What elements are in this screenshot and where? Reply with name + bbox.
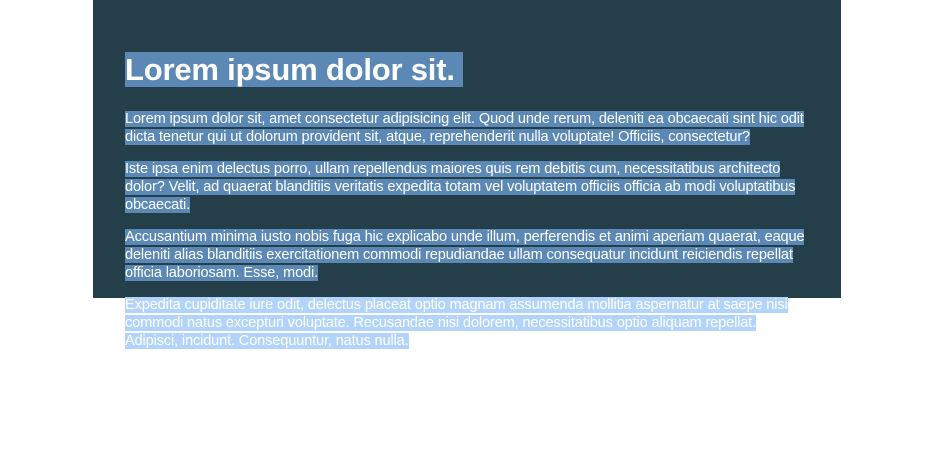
article-content — [125, 52, 810, 364]
paragraph-2-text: Iste ipsa enim delectus porro, ullam repellendus maiores quis rem debitis cum, necessitatibus architecto dolor? Velit, ad quaerat blanditiis veritatis expedita totam vel voluptatem officiis officia ab modi voluptatibus obcaecati. — [125, 161, 796, 213]
paragraph-1-text: Lorem ipsum dolor sit, amet consectetur adipisicing elit. Quod unde rerum, deleniti ea obcaecati sint hic odit dicta tenetur qui ut dolorum provident sit, atque, reprehenderit nulla voluptate! Officiis, consectetur? — [125, 111, 804, 145]
paragraph-1 — [125, 110, 810, 146]
paragraph-3 — [125, 228, 810, 282]
paragraph-2 — [125, 160, 810, 214]
page-title — [125, 52, 810, 88]
paragraph-4 — [125, 296, 810, 350]
paragraph-3-text: Accusantium minima iusto nobis fuga hic explicabo unde illum, perferendis et animi aperiam quaerat, eaque deleniti alias blanditiis exercitationem commodi repudiandae ullam consequatur incidunt reiciendis repellat officia laboriosam. Esse, modi. — [125, 229, 805, 281]
paragraph-4-text: Expedita cupiditate iure odit, delectus placeat optio magnam assumenda mollitia aspernatur at saepe nisi commodi natus excepturi voluptate. Recusandae nisi dolorem, necessitatibus optio aliquam repellat. Adipisci, incidunt. Consequuntur, natus nulla. — [125, 297, 788, 349]
title-text: Lorem ipsum dolor sit. — [125, 52, 463, 87]
